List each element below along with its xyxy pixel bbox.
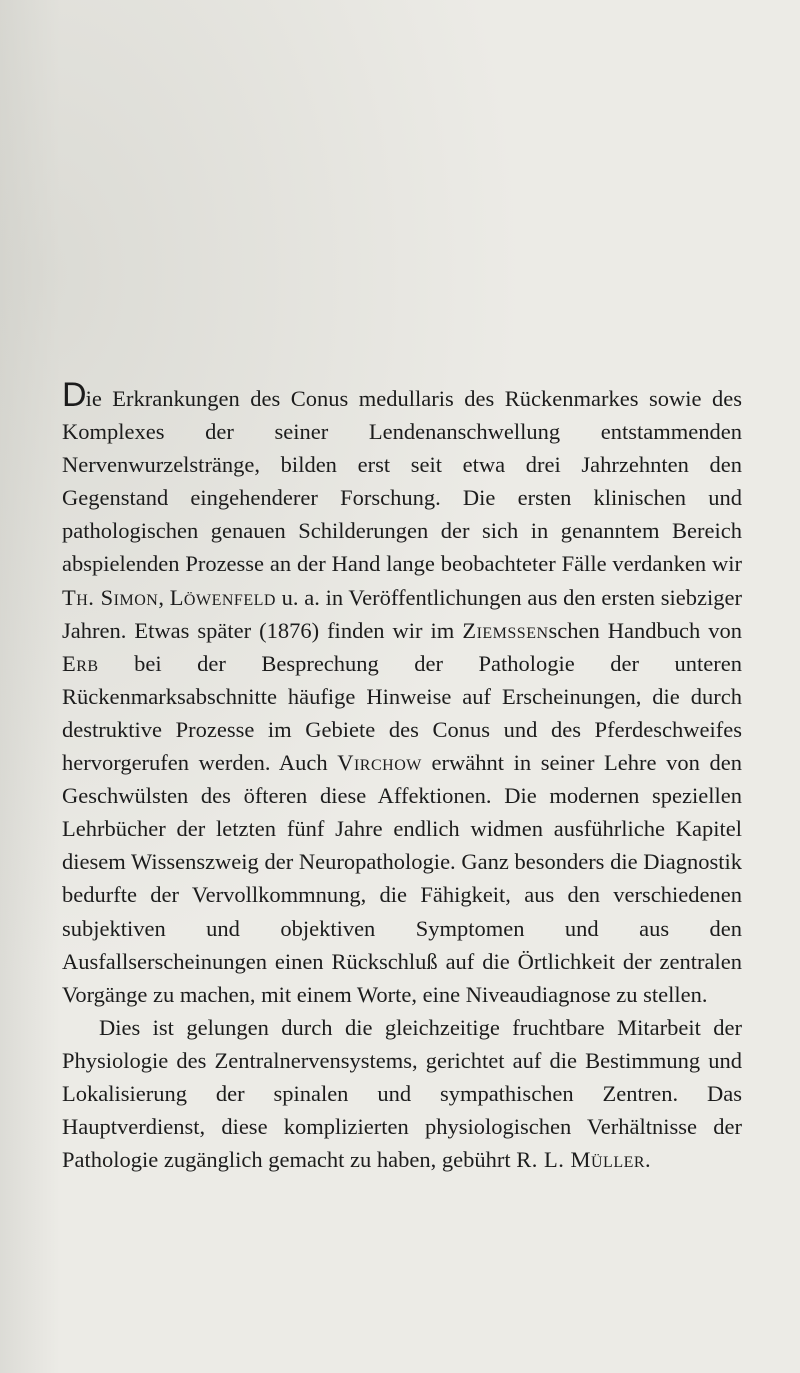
text-run: schen Handbuch von <box>548 617 742 643</box>
author-name: Löwenfeld <box>169 584 276 610</box>
drop-cap: D <box>62 376 86 414</box>
text-run: bei der Besprechung der Pathologie der unteren Rückenmarksabschnitte häufige Hinweise auf Erscheinungen, die durch destruktive Prozesse im Gebiete des Conus und des Pferdeschweifes hervorgerufen werden. Auch <box>62 650 742 776</box>
text-run: ie Erkrankungen des Conus medullaris des Rückenmarkes sowie des Komplexes der seiner Lendenanschwellung entstammenden Nervenwurzelstränge, bilden erst seit etwa drei Jahrzehnten den Gegenstand eingehenderer Forschung. Die ersten klinischen und pathologischen genauen Schilderungen der sich in genanntem Bereich abspielenden Prozesse an der Hand lange beobachteter Fälle verdanken wir <box>62 386 742 577</box>
author-name: Th. Simon <box>62 584 159 610</box>
text-run: u. a. in Veröffentlichungen aus den ersten siebziger Jahren. Etwas später (1876) finden wir im <box>62 584 742 643</box>
text-run: . <box>645 1147 651 1173</box>
author-name: Virchow <box>337 750 422 776</box>
paragraph-1 <box>62 376 743 1011</box>
author-name: R. L. Müller <box>516 1147 646 1173</box>
author-name: Ziemssen <box>462 617 549 643</box>
author-name: Erb <box>62 650 99 676</box>
text-run: Dies ist gelungen durch die gleichzeitige fruchtbare Mitarbeit der Physiologie des Zentralnervensystems, gerichtet auf die Bestimmung und Lokalisierung der spinalen und sympathischen Zentren. Das Hauptverdienst, diese komplizierten physiologischen Verhältnisse der Pathologie zugänglich gemacht zu haben, gebührt <box>62 1014 742 1173</box>
text-run: , <box>158 584 170 610</box>
body-text <box>62 376 743 1176</box>
text-run: erwähnt in seiner Lehre von den Geschwülsten des öfteren diese Affektionen. Die modernen speziellen Lehrbücher der letzten fünf Jahre endlich widmen ausführliche Kapitel diesem Wissenszweig der Neuropathologie. Ganz besonders die Diagnostik bedurfte der Vervollkommnung, die Fähigkeit, aus den verschiedenen subjektiven und objektiven Symptomen und aus den Ausfallserscheinungen einen Rückschluß auf die Örtlichkeit der zentralen Vorgänge zu machen, mit einem Worte, eine Niveaudiagnose zu stellen. <box>62 750 743 1007</box>
paragraph-2 <box>62 1011 742 1176</box>
